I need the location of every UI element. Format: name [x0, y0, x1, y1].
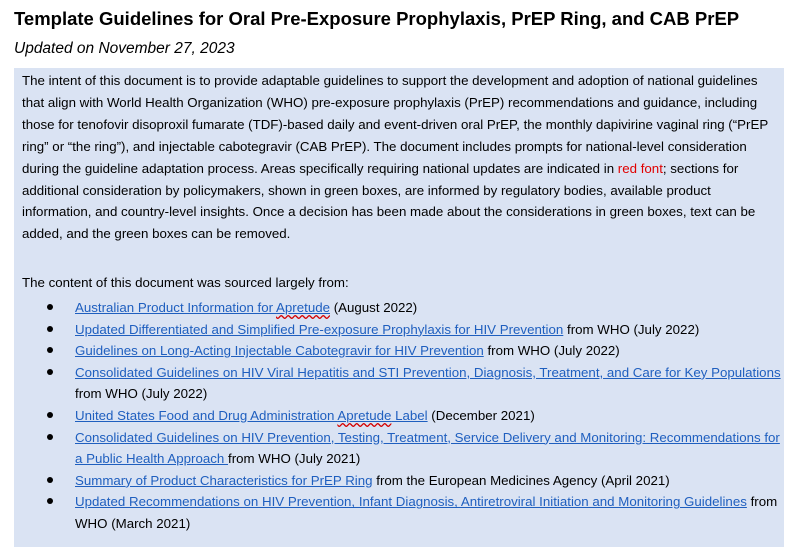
- intro-text-part2: ; sections for additional consideration by policymakers, shown in green boxes, are informed by regulatory bodies, available product information, and country-level insights. Once a decision has been made about the considerations in green boxes, text can be added, and the green boxes can be removed.: [22, 160, 756, 242]
- reference-suffix: from WHO (July 2022): [75, 386, 208, 402]
- list-item: [14, 491, 784, 534]
- list-item: [14, 319, 784, 341]
- list-item: [14, 297, 784, 319]
- reference-link[interactable]: Guidelines on Long-Acting Injectable Cabotegravir for HIV Prevention: [75, 343, 484, 359]
- bullet-icon: [47, 477, 53, 483]
- reference-link[interactable]: Australian Product Information for Apretude: [75, 300, 330, 315]
- list-item: [14, 405, 784, 427]
- bullet-icon: [47, 412, 53, 418]
- reference-suffix: from WHO (July 2021): [228, 451, 361, 467]
- reference-suffix: from WHO (July 2022): [483, 343, 620, 359]
- bullet-icon: [47, 304, 53, 310]
- reference-link[interactable]: Consolidated Guidelines on HIV Prevention, Testing, Treatment, Service Delivery and Monitoring: Recommendations for a Public Health Approach: [75, 429, 780, 467]
- intro-paragraph: [22, 70, 780, 245]
- reference-suffix: from the European Medicines Agency (April 2021): [372, 472, 670, 488]
- bullet-icon: [47, 347, 53, 353]
- red-font-sample: red font: [617, 160, 663, 176]
- reference-link[interactable]: Updated Recommendations on HIV Prevention, Infant Diagnosis, Antiretroviral Initiation and Monitoring Guidelines: [75, 494, 747, 510]
- reference-suffix: from WHO (March 2021): [75, 494, 778, 531]
- reference-link[interactable]: Consolidated Guidelines on HIV Viral Hepatitis and STI Prevention, Diagnosis, Treatment, and Care for Key Populations: [75, 364, 781, 380]
- list-item: [14, 362, 784, 405]
- list-item: [14, 427, 784, 470]
- bullet-icon: [47, 498, 53, 504]
- reference-link[interactable]: Summary of Product Characteristics for PrEP Ring: [75, 472, 373, 488]
- bullet-icon: [47, 369, 53, 375]
- list-item: [14, 470, 784, 492]
- reference-suffix: (August 2022): [330, 300, 418, 315]
- list-item: [14, 340, 784, 362]
- reference-link[interactable]: Updated Differentiated and Simplified Pre-exposure Prophylaxis for HIV Prevention: [75, 321, 564, 337]
- intro-text-part1: The intent of this document is to provide adaptable guidelines to support the development and adoption of national guidelines that align with World Health Organization (WHO) pre-exposure prophylaxis (PrEP) recommendations and guidance, including those for tenofovir disoproxil fumarate (TDF)-based daily and event-driven oral PrEP, the monthly dapivirine vaginal ring (“PrEP ring” or “the ring”), and injectable cabotegravir (CAB PrEP). The document includes prompts for national-level consideration during the guideline adaptation process. Areas specifically requiring national updates are indicated in: [22, 73, 768, 176]
- reference-link[interactable]: United States Food and Drug Administration Apretude Label: [75, 407, 428, 423]
- bullet-icon: [47, 434, 53, 440]
- bullet-icon: [47, 326, 53, 332]
- reference-list: [14, 297, 784, 535]
- reference-suffix: from WHO (July 2022): [563, 321, 700, 337]
- sources-lead: The content of this document was sourced largely from:: [22, 275, 349, 290]
- intro-box: [14, 68, 784, 547]
- reference-suffix: (December 2021): [427, 407, 535, 423]
- updated-date: Updated on November 27, 2023: [14, 40, 235, 57]
- document-title: Template Guidelines for Oral Pre-Exposure Prophylaxis, PrEP Ring, and CAB PrEP: [14, 8, 740, 29]
